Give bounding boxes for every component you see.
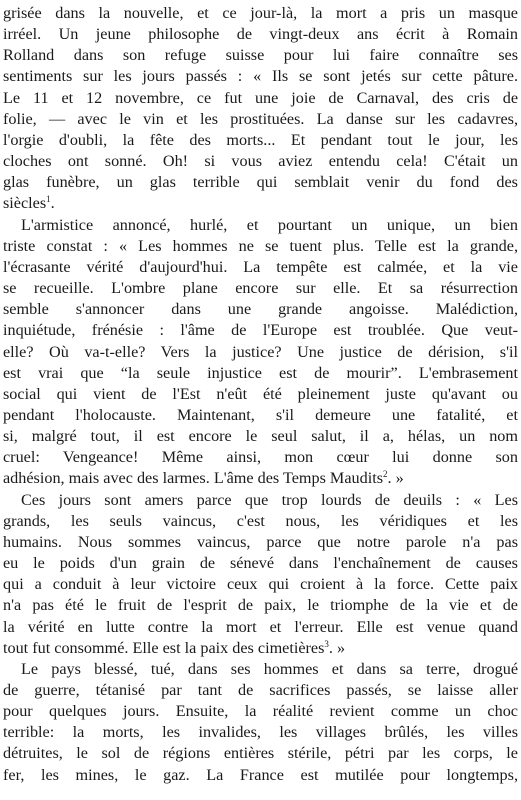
line-text: adhésion, mais avec des larmes. L'âme des Temps Maudits: [3, 469, 383, 488]
line-text: si, malgré tout, il est encore le seul salut, il a, hélas, un nom: [3, 427, 518, 446]
text-line: [3, 722, 518, 743]
paragraph-p3: [3, 490, 518, 659]
text-line: [3, 24, 518, 45]
paragraph-p1: [3, 3, 518, 215]
line-text: se recueille. L'ombre plane encore sur elle. Et sa résurrection: [3, 279, 518, 298]
footnote-marker[interactable]: 3: [324, 638, 329, 649]
paragraph-p2: [3, 215, 518, 490]
line-text: fer, les mines, le gaz. La France est mutilée pour longtemps,: [3, 765, 518, 784]
text-line: [3, 743, 518, 764]
line-text: semble s'annoncer dans une grande angoisse. Malédiction,: [3, 300, 518, 319]
line-text: elle? Où va-t-elle? Vers la justice? Une justice de dérision, s'il: [3, 342, 518, 361]
text-line: [3, 278, 518, 299]
line-text: de guerre, tétanisé par tant de sacrifices passés, se laisse aller: [3, 681, 518, 699]
footnote-marker[interactable]: 2: [383, 469, 388, 480]
line-text: n'a pas été le fruit de l'esprit de paix, le triomphe de la vie et de: [3, 596, 518, 615]
line-text: grands, les seuls vaincus, c'est nous, les véridiques et les: [3, 511, 518, 530]
line-text: inquiétude, frénésie : l'âme de l'Europe est troublée. Que veut-: [3, 321, 518, 340]
text-line: [3, 405, 518, 426]
line-text: cruel: Vengeance! Même ainsi, mon cœur lui donne son: [3, 448, 518, 467]
text-line: [3, 638, 518, 659]
line-text: social qui vient de l'Est n'eût été pleinement juste qu'avant ou: [3, 384, 518, 403]
text-line: [3, 130, 518, 151]
line-tail: . »: [387, 469, 404, 488]
text-line: [3, 426, 518, 447]
line-text: est vrai que “la seule injustice est de mourir”. L'embrasement: [3, 363, 518, 382]
line-text: pour quelques jours. Ensuite, la réalité revient comme un choc: [3, 702, 518, 721]
text-line: [3, 659, 518, 680]
line-text: détruites, le sol de régions entières stérile, pétri par les corps, le: [3, 744, 518, 763]
text-line: [3, 299, 518, 320]
line-text: l'orgie d'oubli, la fête des morts... Et pendant tout le jour, les: [3, 130, 518, 149]
footnote-marker[interactable]: 1: [46, 194, 51, 205]
line-text: la vérité en lutte contre la mort et l'erreur. Elle est venue quand: [3, 617, 518, 636]
text-line: [3, 45, 518, 66]
text-line: [3, 320, 518, 341]
line-text: humains. Nous sommes vaincus, parce que notre parole n'a pas: [3, 532, 518, 551]
text-line: [3, 574, 518, 595]
text-line: [3, 532, 518, 553]
paragraph-p4: [3, 659, 518, 786]
text-line: [3, 193, 518, 214]
text-line: [3, 490, 518, 511]
text-line: [3, 468, 518, 489]
text-line: [3, 553, 518, 574]
text-line: [3, 680, 518, 701]
text-line: [3, 3, 518, 24]
line-text: Le 11 et 12 novembre, ce fut une joie de Carnaval, des cris de: [3, 88, 518, 107]
line-text: l'écrasante vérité d'aujourd'hui. La tempête est calmée, et la vie: [3, 257, 518, 276]
text-line: [3, 151, 518, 172]
text-line: [3, 109, 518, 130]
line-text: terrible: la morts, les invalides, les villages brûlés, les villes: [3, 723, 518, 742]
text-line: [3, 384, 518, 405]
line-text: Ces jours sont amers parce que trop lourds de deuils : « Les: [21, 490, 518, 509]
line-text: irréel. Un jeune philosophe de vingt-deux ans écrit à Romain: [3, 25, 518, 44]
line-text: siècles: [3, 194, 47, 213]
text-line: [3, 447, 518, 468]
text-line: [3, 342, 518, 363]
line-text: Rolland dans son refuge suisse pour lui faire connaître ses: [3, 46, 518, 65]
text-line: [3, 595, 518, 616]
text-line: [3, 617, 518, 638]
text-line: [3, 236, 518, 257]
line-text: grisée dans la nouvelle, et ce jour-là, la mort a pris un masque: [3, 4, 518, 22]
text-line: [3, 257, 518, 278]
line-text: L'armistice annoncé, hurlé, et pourtant un unique, un bien: [21, 215, 518, 234]
text-line: [3, 88, 518, 109]
text-line: [3, 765, 518, 786]
text-line: [3, 215, 518, 236]
line-text: triste constat : « Les hommes ne se tuent plus. Telle est la grande,: [3, 236, 518, 255]
line-text: pendant l'holocauste. Maintenant, s'il demeure une fatalité, et: [3, 405, 518, 424]
line-text: qui a conduit à leur victoire ceux qui croient à la force. Cette paix: [3, 575, 518, 594]
line-tail: . »: [328, 638, 346, 657]
line-text: folie, — avec le vin et les prostituées. La danse sur les cadavres,: [3, 109, 518, 128]
line-text: eu le poids d'un grain de sénevé dans l'enchaînement de causes: [3, 554, 518, 573]
text-line: [3, 701, 518, 722]
line-text: Le pays blessé, tué, dans ses hommes et dans sa terre, drogué: [21, 659, 518, 678]
text-line: [3, 66, 518, 87]
line-tail: .: [50, 194, 55, 213]
text-line: [3, 511, 518, 532]
text-line: [3, 172, 518, 193]
line-text: sentiments sur les jours passés : « Ils se sont jetés sur cette pâture.: [3, 67, 518, 86]
text-line: [3, 363, 518, 384]
line-text: tout fut consommé. Elle est la paix des cimetières: [3, 638, 325, 657]
line-text: glas funèbre, un glas terrible qui semblait venir du fond des: [3, 173, 518, 192]
line-text: cloches ont sonné. Oh! si vous aviez entendu cela! C'était un: [3, 152, 518, 171]
